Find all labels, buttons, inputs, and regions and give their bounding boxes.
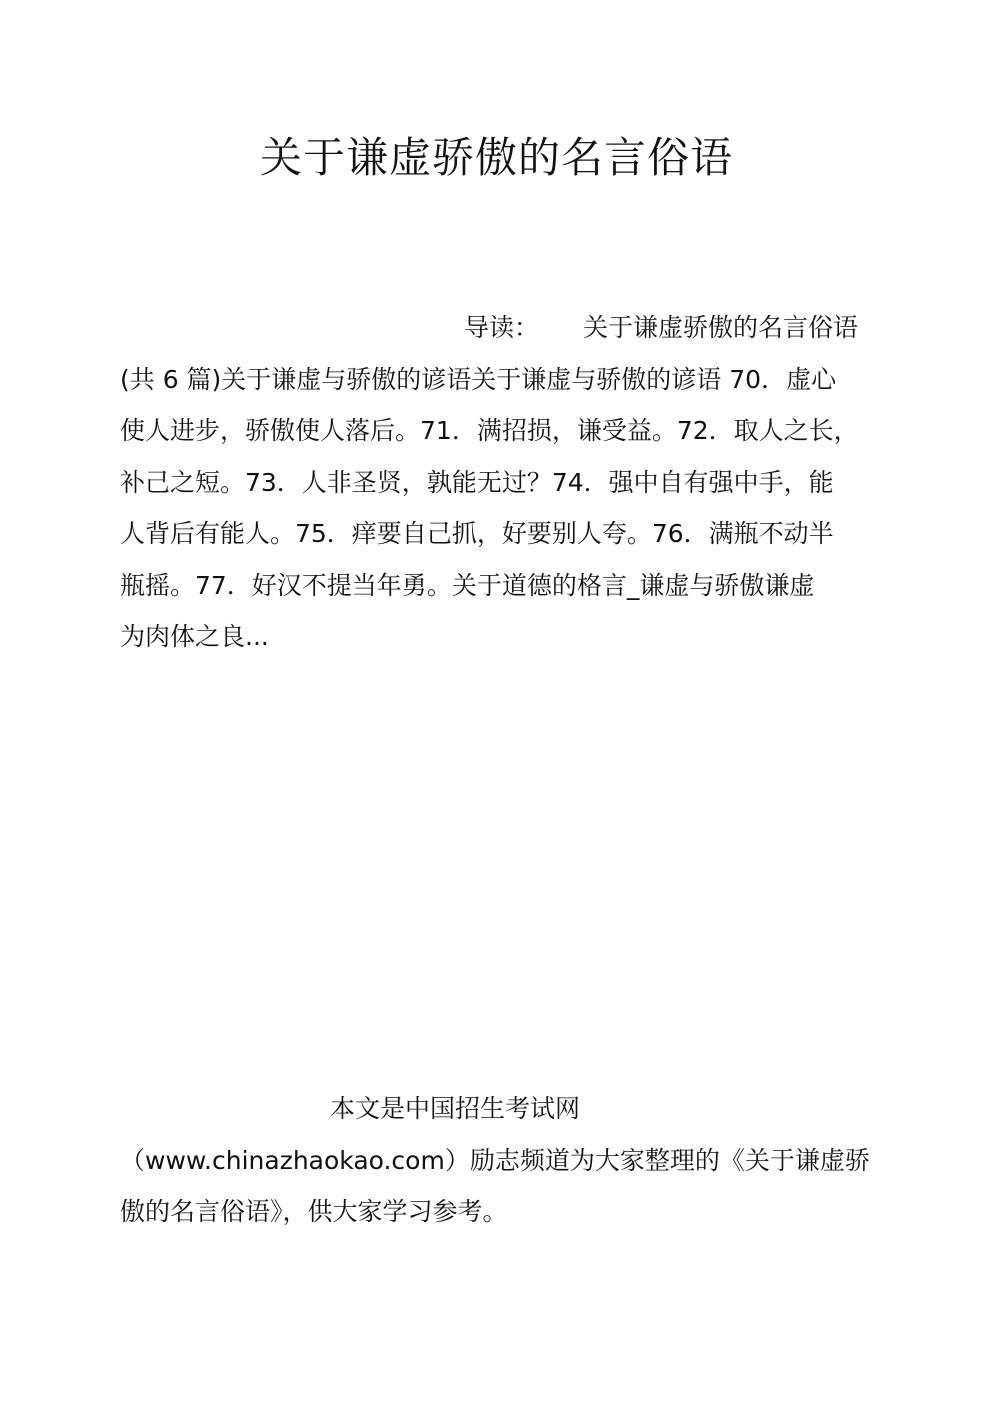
summary-text-line: 为肉体之良... <box>120 622 269 651</box>
summary-line-1 <box>120 302 880 354</box>
summary-label: 导读： <box>464 313 540 342</box>
footer-line: 傲的名言俗语》，供大家学习参考。 <box>120 1197 508 1226</box>
summary-text-line: 关于谦虚骄傲的名言俗语 <box>583 313 859 342</box>
footer-note <box>120 1083 880 1233</box>
document-title: 关于谦虚骄傲的名言俗语 <box>259 133 733 182</box>
summary-text-line: 人背后有能人。75．痒要自己抓，好要别人夸。76．满瓶不动半 <box>120 519 834 548</box>
summary-text-line: (共 6 篇)关于谦虚与骄傲的谚语关于谦虚与骄傲的谚语 70．虚心 <box>120 364 837 394</box>
summary-text-line: 瓶摇。77．好汉不提当年勇。关于道德的格言_谦虚与骄傲谦虚 <box>120 570 815 600</box>
summary-text-line: 补己之短。73．人非圣贤，孰能无过？74．强中自有强中手，能 <box>120 467 834 497</box>
summary-block <box>120 302 880 662</box>
footer-line: 本文是中国招生考试网 <box>330 1094 581 1123</box>
summary-text-line: 使人进步，骄傲使人落后。71．满招损，谦受益。72．取人之长， <box>120 416 859 445</box>
footer-line: （www.chinazhaokao.com）励志频道为大家整理的《关于谦虚骄 <box>120 1145 870 1175</box>
